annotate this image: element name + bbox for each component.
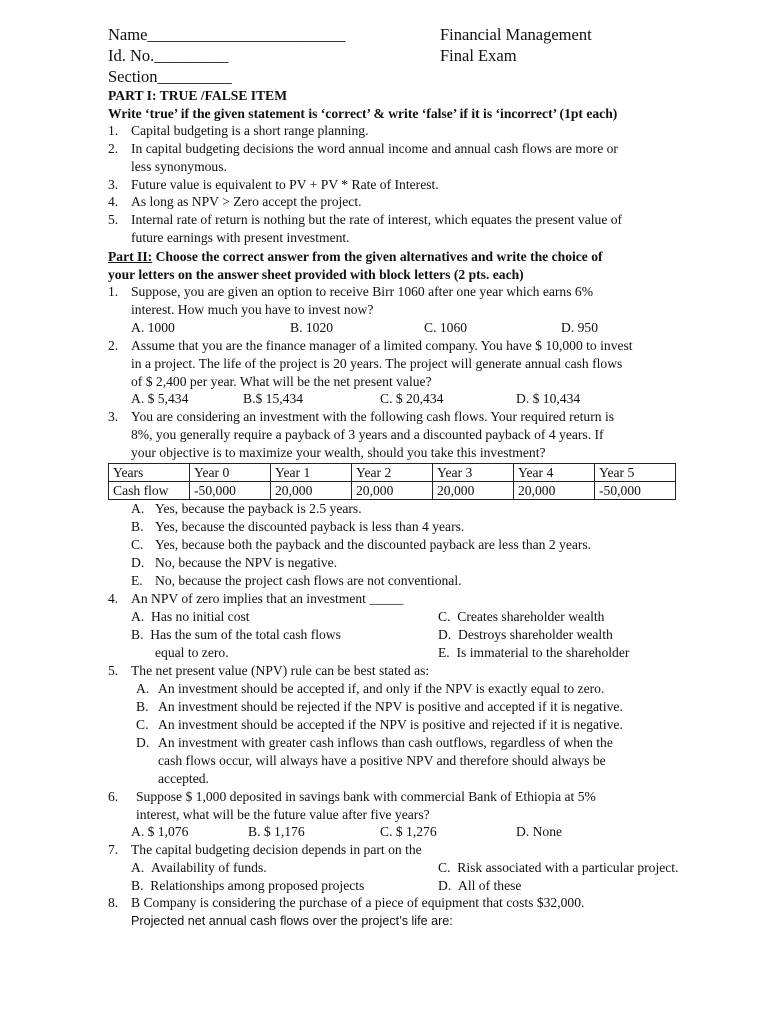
option-c: C. Creates shareholder wealth xyxy=(438,609,605,624)
table-cell: 20,000 xyxy=(271,482,352,500)
tf-item-number: 2. xyxy=(108,141,119,156)
question-text: of $ 2,400 per year. What will be the net present value? xyxy=(131,374,432,389)
option-e: E. Is immaterial to the shareholder xyxy=(438,645,630,660)
option-text: Yes, because the discounted payback is less than 4 years. xyxy=(155,519,465,534)
option-text: equal to zero. xyxy=(155,645,229,660)
option-d: D. All of these xyxy=(438,878,522,893)
option-a: A. $ 1,076 xyxy=(131,824,189,839)
name-field: Name________________________ xyxy=(108,25,346,44)
tf-item-text: Internal rate of return is nothing but the rate of interest, which equates the present value of xyxy=(131,212,623,227)
option-text: cash flows occur, will always have a positive NPV and therefore should always be xyxy=(158,753,606,768)
option-d: D. Destroys shareholder wealth xyxy=(438,627,613,642)
section-field: Section_________ xyxy=(108,67,232,86)
table-header-cell: Year 5 xyxy=(595,464,676,482)
tf-item-text: As long as NPV > Zero accept the project. xyxy=(131,194,362,209)
option-c: C. 1060 xyxy=(424,320,468,335)
part1-instruction: Write ‘true’ if the given statement is ‘correct’ & write ‘false’ if it is ‘incorrect’ (1pt each) xyxy=(108,106,618,121)
option-d: D. 950 xyxy=(561,320,599,335)
option-text: Creates shareholder wealth xyxy=(457,609,605,624)
option-a: A. $ 5,434 xyxy=(131,391,189,406)
tf-item-text: less synonymous. xyxy=(131,159,227,174)
option-c: C. Risk associated with a particular project. xyxy=(438,860,679,875)
question-number: 8. xyxy=(108,895,119,910)
table-cell: -50,000 xyxy=(595,482,676,500)
option-letter: D. xyxy=(136,735,150,750)
option-text: All of these xyxy=(458,878,522,893)
option-b: B. Relationships among proposed projects xyxy=(131,878,365,893)
option-text: Has the sum of the total cash flows xyxy=(150,627,341,642)
question-text: your objective is to maximize your wealth, should you take this investment? xyxy=(131,445,546,460)
option-b: B. $ 1,176 xyxy=(248,824,305,839)
option-text: An investment should be accepted if the NPV is positive and rejected if it is negative. xyxy=(158,717,623,732)
table-header-cell: Year 2 xyxy=(352,464,433,482)
question-number: 3. xyxy=(108,409,119,424)
table-header-cell: Year 3 xyxy=(433,464,514,482)
part1-title: PART I: TRUE /FALSE ITEM xyxy=(108,88,288,103)
option-letter: C. xyxy=(136,717,149,732)
question-text: in a project. The life of the project is 20 years. The project will generate annual cash flows xyxy=(131,356,623,371)
part2-instruction: Choose the correct answer from the given alternatives and write the choice of xyxy=(155,249,603,264)
cash-flow-table xyxy=(108,463,676,500)
question-text: Assume that you are the finance manager of a limited company. You have $ 10,000 to invest xyxy=(131,338,633,353)
option-text: Has no initial cost xyxy=(151,609,250,624)
table-row xyxy=(109,482,676,500)
table-header-cell: Years xyxy=(109,464,190,482)
option-text: Availability of funds. xyxy=(151,860,267,875)
option-letter: C. xyxy=(131,537,144,552)
question-text: 8%, you generally require a payback of 3 years and a discounted payback of 4 years. If xyxy=(131,427,604,442)
option-text: An investment with greater cash inflows than cash outflows, regardless of when the xyxy=(158,735,613,750)
option-text: Yes, because the payback is 2.5 years. xyxy=(155,501,362,516)
option-a: A. Has no initial cost xyxy=(131,609,250,624)
question-text: interest. How much you have to invest now? xyxy=(131,302,374,317)
table-cell: 20,000 xyxy=(514,482,595,500)
question-number: 5. xyxy=(108,663,119,678)
question-number: 7. xyxy=(108,842,119,857)
table-header-cell: Year 4 xyxy=(514,464,595,482)
option-b: B. 1020 xyxy=(290,320,334,335)
question-text: interest, what will be the future value after five years? xyxy=(136,807,430,822)
tf-item-text: future earnings with present investment. xyxy=(131,230,350,245)
table-header-row xyxy=(109,464,676,482)
exam-title: Final Exam xyxy=(440,46,517,65)
question-text: You are considering an investment with the following cash flows. Your required return is xyxy=(131,409,615,424)
option-text: accepted. xyxy=(158,771,209,786)
option-text: An investment should be rejected if the NPV is positive and accepted if it is negative. xyxy=(158,699,623,714)
table-cell: 20,000 xyxy=(433,482,514,500)
tf-item-text: Future value is equivalent to PV + PV * Rate of Interest. xyxy=(131,177,439,192)
option-letter: A. xyxy=(131,501,145,516)
table-cell: 20,000 xyxy=(352,482,433,500)
option-text: Is immaterial to the shareholder xyxy=(456,645,630,660)
option-b: B. Has the sum of the total cash flows xyxy=(131,627,341,642)
question-text: The net present value (NPV) rule can be best stated as: xyxy=(131,663,430,678)
question-number: 2. xyxy=(108,338,119,353)
question-text: Projected net annual cash flows over the project’s life are: xyxy=(131,914,453,928)
option-text: No, because the NPV is negative. xyxy=(155,555,338,570)
tf-item-number: 1. xyxy=(108,123,119,138)
table-cell: -50,000 xyxy=(190,482,271,500)
table-header-cell: Year 1 xyxy=(271,464,352,482)
tf-item-number: 5. xyxy=(108,212,119,227)
option-d: D. None xyxy=(516,824,563,839)
tf-item-text: In capital budgeting decisions the word annual income and annual cash flows are more or xyxy=(131,141,618,156)
id-field: Id. No._________ xyxy=(108,46,229,65)
part2-instruction-2: your letters on the answer sheet provided with block letters (2 pts. each) xyxy=(108,267,524,282)
part2-heading xyxy=(108,248,603,266)
table-header-cell: Year 0 xyxy=(190,464,271,482)
option-text: Relationships among proposed projects xyxy=(150,878,365,893)
option-letter: A. xyxy=(136,681,150,696)
option-text: Yes, because both the payback and the discounted payback are less than 2 years. xyxy=(155,537,592,552)
question-number: 6. xyxy=(108,789,119,804)
part2-label: Part II: xyxy=(108,249,153,264)
question-text: Suppose $ 1,000 deposited in savings bank with commercial Bank of Ethiopia at 5% xyxy=(136,789,596,804)
question-number: 4. xyxy=(108,591,119,606)
table-cell: Cash flow xyxy=(109,482,190,500)
option-letter: B. xyxy=(131,519,144,534)
option-text: Risk associated with a particular project. xyxy=(457,860,679,875)
question-text: The capital budgeting decision depends in part on the xyxy=(131,842,422,857)
option-a: A. Availability of funds. xyxy=(131,860,267,875)
question-text: B Company is considering the purchase of a piece of equipment that costs $32,000. xyxy=(131,895,585,910)
option-letter: E. xyxy=(131,573,143,588)
option-c: C. $ 1,276 xyxy=(380,824,437,839)
question-number: 1. xyxy=(108,284,119,299)
course-title: Financial Management xyxy=(440,25,592,44)
question-text: An NPV of zero implies that an investment _____ xyxy=(131,591,404,606)
question-text: Suppose, you are given an option to receive Birr 1060 after one year which earns 6% xyxy=(131,284,594,299)
tf-item-text: Capital budgeting is a short range planning. xyxy=(131,123,369,138)
option-text: An investment should be accepted if, and only if the NPV is exactly equal to zero. xyxy=(158,681,605,696)
option-b: B.$ 15,434 xyxy=(243,391,304,406)
option-text: No, because the project cash flows are not conventional. xyxy=(155,573,462,588)
option-letter: B. xyxy=(136,699,149,714)
option-letter: D. xyxy=(131,555,145,570)
tf-item-number: 4. xyxy=(108,194,119,209)
tf-item-number: 3. xyxy=(108,177,119,192)
option-c: C. $ 20,434 xyxy=(380,391,444,406)
option-d: D. $ 10,434 xyxy=(516,391,581,406)
option-text: Destroys shareholder wealth xyxy=(458,627,613,642)
option-a: A. 1000 xyxy=(131,320,175,335)
